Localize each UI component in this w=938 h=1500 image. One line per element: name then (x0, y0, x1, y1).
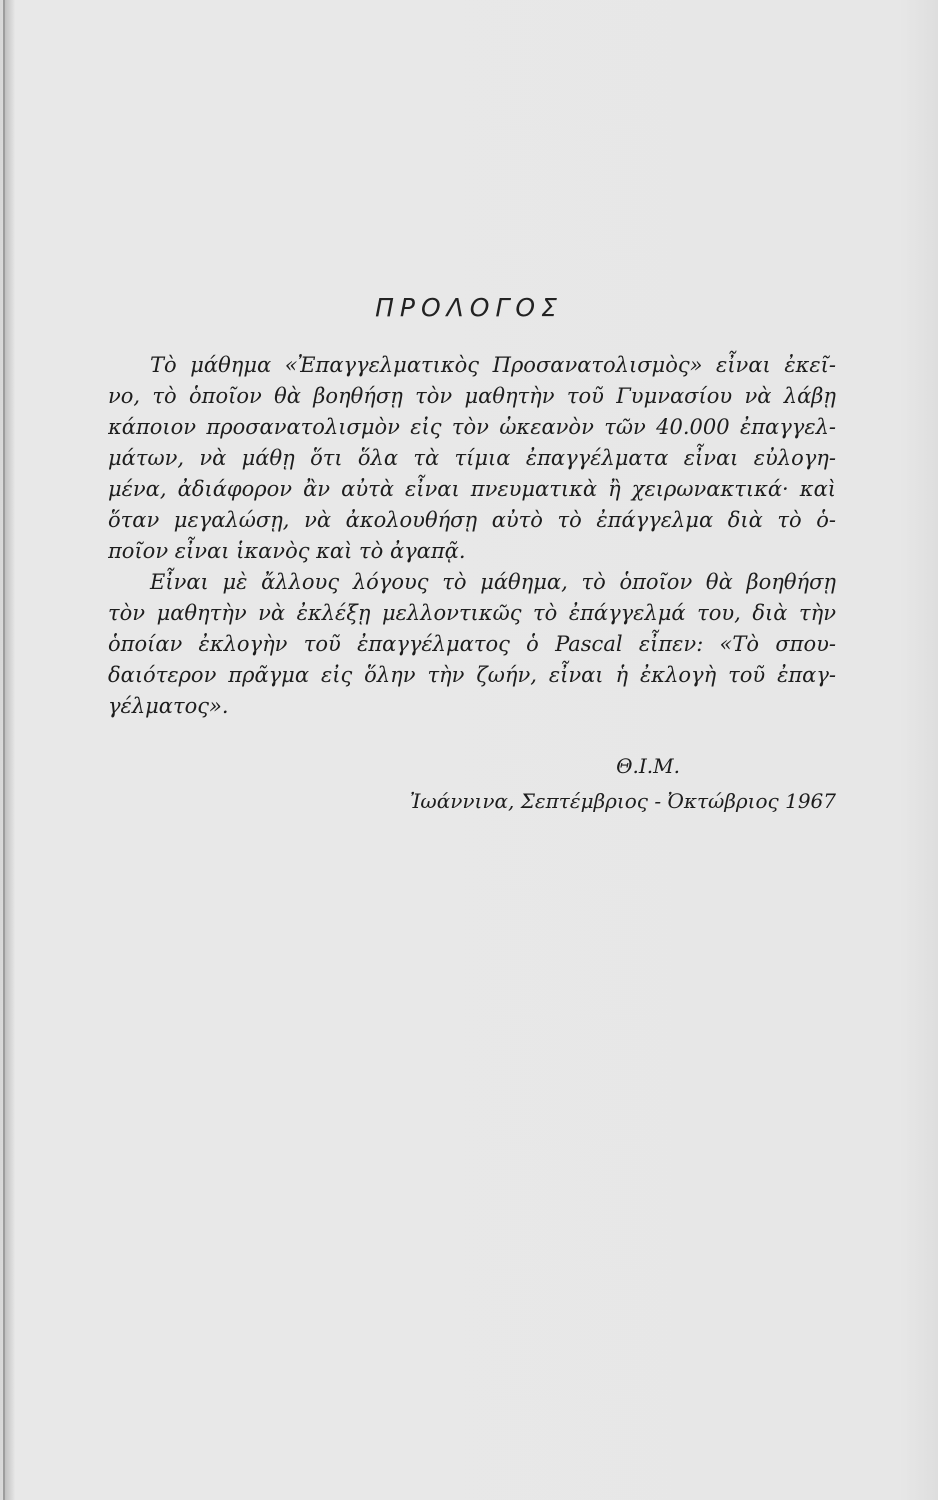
text-line: ὁποίαν ἐκλογὴν τοῦ ἐπαγγέλματος ὁ Pascal εἶπεν: «Τὸ σπου- (108, 632, 836, 656)
author-initials: Θ.Ι.Μ. (616, 754, 680, 778)
preface-text (108, 350, 836, 722)
text-line: μένα, ἀδιάφορον ἂν αὐτὰ εἶναι πνευματικὰ ἢ χειρωνακτικά· καὶ (108, 477, 836, 501)
text-line: κάποιον προσανατολισμὸν εἰς τὸν ὠκεανὸν τῶν 40.000 ἐπαγγελ- (108, 415, 836, 439)
page-binding-shadow (5, 0, 15, 1500)
place-and-date: Ἰωάννινα, Σεπτέμβριος - Ὀκτώβριος 1967 (409, 789, 836, 813)
preface-paragraph-2 (108, 567, 836, 722)
text-line: ὅταν μεγαλώσῃ, νὰ ἀκολουθήσῃ αὐτὸ τὸ ἐπάγγελμα διὰ τὸ ὁ- (108, 508, 836, 532)
text-line: γέλματος». (108, 694, 229, 718)
text-line: Τὸ μάθημα «Ἐπαγγελματικὸς Προσανατολισμὸς» εἶναι ἐκεῖ- (150, 353, 836, 377)
text-line: ποῖον εἶναι ἱκανὸς καὶ τὸ ἀγαπᾷ. (108, 539, 466, 563)
text-line: μάτων, νὰ μάθῃ ὅτι ὅλα τὰ τίμια ἐπαγγέλματα εἶναι εὐλογη- (108, 446, 836, 470)
text-line: τὸν μαθητὴν νὰ ἐκλέξῃ μελλοντικῶς τὸ ἐπάγγελμά του, διὰ τὴν (108, 601, 836, 625)
text-line: νο, τὸ ὁποῖον θὰ βοηθήσῃ τὸν μαθητὴν τοῦ Γυμνασίου νὰ λάβῃ (108, 384, 836, 408)
text-line: Εἶναι μὲ ἄλλους λόγους τὸ μάθημα, τὸ ὁποῖον θὰ βοηθήσῃ (150, 570, 836, 594)
preface-title: ΠΡΟΛΟΓΟΣ (375, 293, 563, 322)
preface-paragraph-1 (108, 350, 836, 567)
text-line: δαιότερον πρᾶγμα εἰς ὅλην τὴν ζωήν, εἶναι ἡ ἐκλογὴ τοῦ ἐπαγ- (108, 663, 836, 687)
